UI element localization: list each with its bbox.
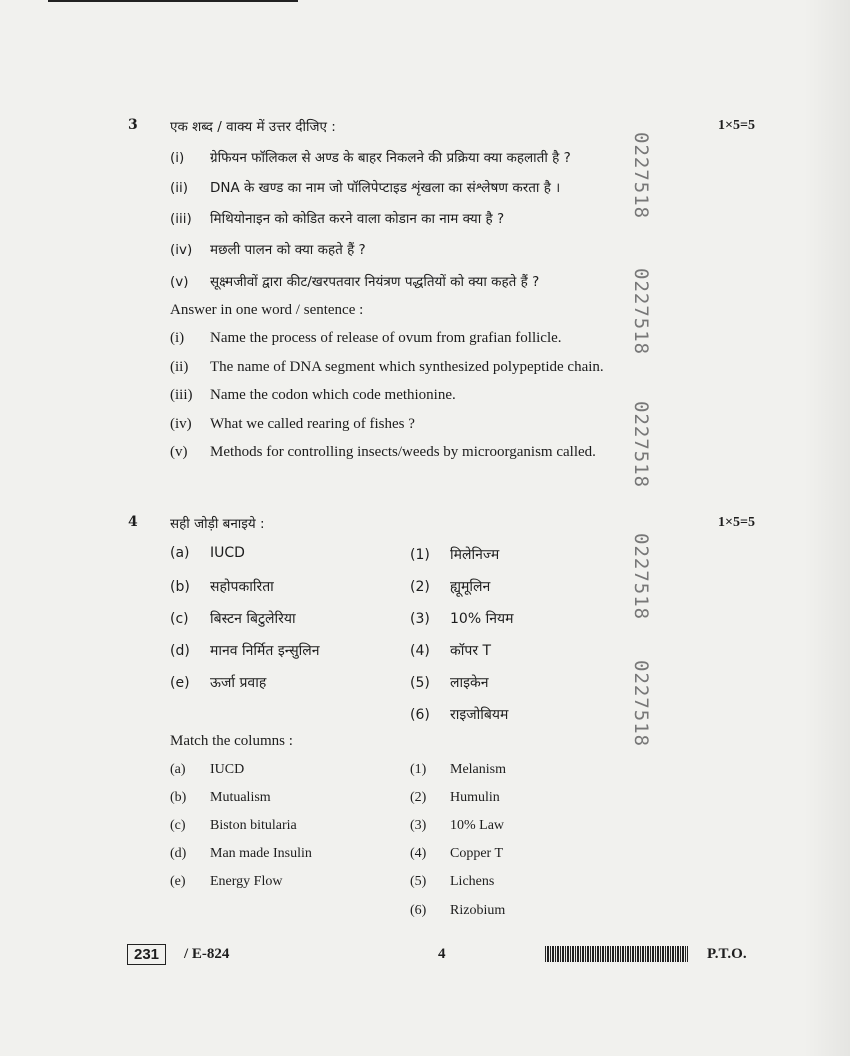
paper-code-box: 231 (127, 944, 166, 965)
item-number: (ii) (170, 359, 189, 375)
item-text: ग्रेफियन फॉलिकल से अण्ड के बाहर निकलने की प्रक्रिया क्या कहलाती है ? (210, 150, 571, 166)
q4-english-left-item (170, 846, 312, 862)
top-rule (48, 0, 298, 2)
q4-hindi-left-item (170, 641, 320, 660)
item-number: (i) (170, 330, 185, 346)
item-number: (iv) (170, 242, 193, 258)
q4-english-right-item (410, 762, 506, 778)
item-number: (6) (410, 707, 430, 723)
item-number: (2) (410, 579, 430, 595)
question-4-marks: 1×5=5 (718, 515, 755, 530)
q3-hindi-item (170, 240, 366, 258)
q3-hindi-item (170, 209, 504, 227)
item-text: Rizobium (450, 903, 506, 918)
q4-english-right-item (410, 790, 500, 806)
item-text: कॉपर T (450, 643, 492, 659)
item-text: मिथियोनाइन को कोडित करने वाला कोडान का नाम क्या है ? (210, 211, 505, 227)
q4-english-right-item (410, 818, 504, 834)
barcode (545, 946, 688, 962)
item-text: Name the codon which code methionine. (210, 387, 456, 403)
serial-stamp: 0227518 (630, 533, 652, 621)
q3-english-item (170, 444, 596, 461)
serial-stamp: 0227518 (630, 268, 652, 356)
page-edge-shadow (804, 0, 850, 1056)
q3-english-item (170, 330, 562, 347)
serial-stamp: 0227518 (630, 660, 652, 748)
q4-english-right-item (410, 846, 503, 862)
item-number: (5) (410, 675, 430, 691)
item-number: (6) (410, 903, 427, 918)
item-text: 10% नियम (450, 611, 514, 627)
q4-hindi-right-item (410, 673, 489, 692)
item-number: (d) (170, 846, 187, 861)
q4-hindi-right-item (410, 545, 499, 564)
item-text: मानव निर्मित इन्सुलिन (210, 643, 320, 659)
q3-hindi-item (170, 178, 560, 196)
item-number: (1) (410, 547, 430, 563)
item-number: (iv) (170, 416, 192, 432)
q4-hindi-left-item (170, 673, 266, 692)
item-text: Energy Flow (210, 874, 283, 889)
pto-label: P.T.O. (707, 946, 747, 962)
q3-english-item (170, 416, 415, 433)
item-number: (4) (410, 846, 427, 861)
q4-english-right-item (410, 903, 505, 919)
item-number: (iii) (170, 211, 192, 227)
item-text: Copper T (450, 846, 504, 861)
item-number: (a) (170, 762, 186, 777)
question-4-english-heading: Match the columns : (170, 733, 293, 749)
q4-english-left-item (170, 874, 282, 890)
item-text: मछली पालन को क्या कहते हैं ? (210, 242, 366, 258)
page-number: 4 (438, 946, 446, 962)
item-number: (v) (170, 274, 189, 290)
item-text: ऊर्जा प्रवाह (210, 675, 267, 691)
item-number: (d) (170, 643, 190, 659)
question-3-english-heading: Answer in one word / sentence : (170, 302, 364, 318)
item-number: (iii) (170, 387, 193, 403)
q4-hindi-left-item (170, 545, 245, 561)
item-text: Melanism (450, 762, 506, 777)
item-text: Humulin (450, 790, 500, 805)
item-number: (e) (170, 874, 186, 889)
item-number: (2) (410, 790, 427, 805)
item-number: (a) (170, 545, 190, 561)
q3-english-item (170, 359, 604, 376)
q4-english-left-item (170, 762, 244, 778)
q4-hindi-left-item (170, 577, 274, 596)
q4-hindi-right-item (410, 641, 491, 660)
item-text: Biston bitularia (210, 818, 297, 833)
serial-stamp: 0227518 (630, 132, 652, 220)
item-number: (i) (170, 150, 185, 166)
item-number: (b) (170, 579, 190, 595)
item-text: बिस्टन बिटुलेरिया (210, 611, 296, 627)
item-text: मिलेनिज्म (450, 547, 500, 563)
item-text: IUCD (210, 762, 245, 777)
item-text: सूक्ष्मजीवों द्वारा कीट/खरपतवार नियंत्रण पद्धतियों को क्या कहते हैं ? (210, 274, 540, 290)
q3-hindi-item (170, 272, 539, 290)
item-number: (c) (170, 611, 189, 627)
item-text: What we called rearing of fishes ? (210, 416, 415, 432)
question-4-number: 4 (128, 514, 138, 530)
item-number: (1) (410, 762, 427, 777)
q3-english-item (170, 387, 456, 404)
item-number: (ii) (170, 180, 189, 196)
q4-hindi-right-item (410, 705, 508, 724)
item-number: (5) (410, 874, 427, 889)
item-number: (c) (170, 818, 186, 833)
item-text: 10% Law (450, 818, 505, 833)
item-number: (e) (170, 675, 190, 691)
q4-english-left-item (170, 818, 297, 834)
question-3-number: 3 (128, 117, 138, 133)
item-text: The name of DNA segment which synthesized polypeptide chain. (210, 359, 604, 375)
q4-hindi-left-item (170, 609, 296, 628)
item-number: (b) (170, 790, 187, 805)
item-text: ह्यूमूलिन (450, 579, 491, 595)
item-text: Methods for controlling insects/weeds by microorganism called. (210, 444, 596, 460)
item-number: (3) (410, 611, 430, 627)
question-3-marks: 1×5=5 (718, 118, 755, 133)
item-number: (4) (410, 643, 430, 659)
q4-english-right-item (410, 874, 494, 890)
q3-hindi-item (170, 148, 571, 166)
q4-hindi-right-item (410, 577, 490, 596)
item-text: Lichens (450, 874, 495, 889)
question-4-hindi-heading: सही जोड़ी बनाइये : (170, 516, 265, 532)
item-number: (v) (170, 444, 188, 460)
serial-stamp: 0227518 (630, 401, 652, 489)
question-3-hindi-heading: एक शब्द / वाक्य में उत्तर दीजिए : (170, 119, 336, 135)
item-text: Name the process of release of ovum from grafian follicle. (210, 330, 562, 346)
item-text: सहोपकारिता (210, 579, 274, 595)
item-text: राइजोबियम (450, 707, 509, 723)
paper-code-suffix: / E-824 (184, 946, 230, 962)
item-text: लाइकेन (450, 675, 489, 691)
item-text: Mutualism (210, 790, 271, 805)
q4-hindi-right-item (410, 609, 513, 628)
item-text: DNA के खण्ड का नाम जो पॉलिपेप्टाइड शृंखला का संश्लेषण करता है । (210, 180, 561, 196)
item-text: IUCD (210, 545, 245, 561)
q4-english-left-item (170, 790, 271, 806)
item-number: (3) (410, 818, 427, 833)
item-text: Man made Insulin (210, 846, 312, 861)
